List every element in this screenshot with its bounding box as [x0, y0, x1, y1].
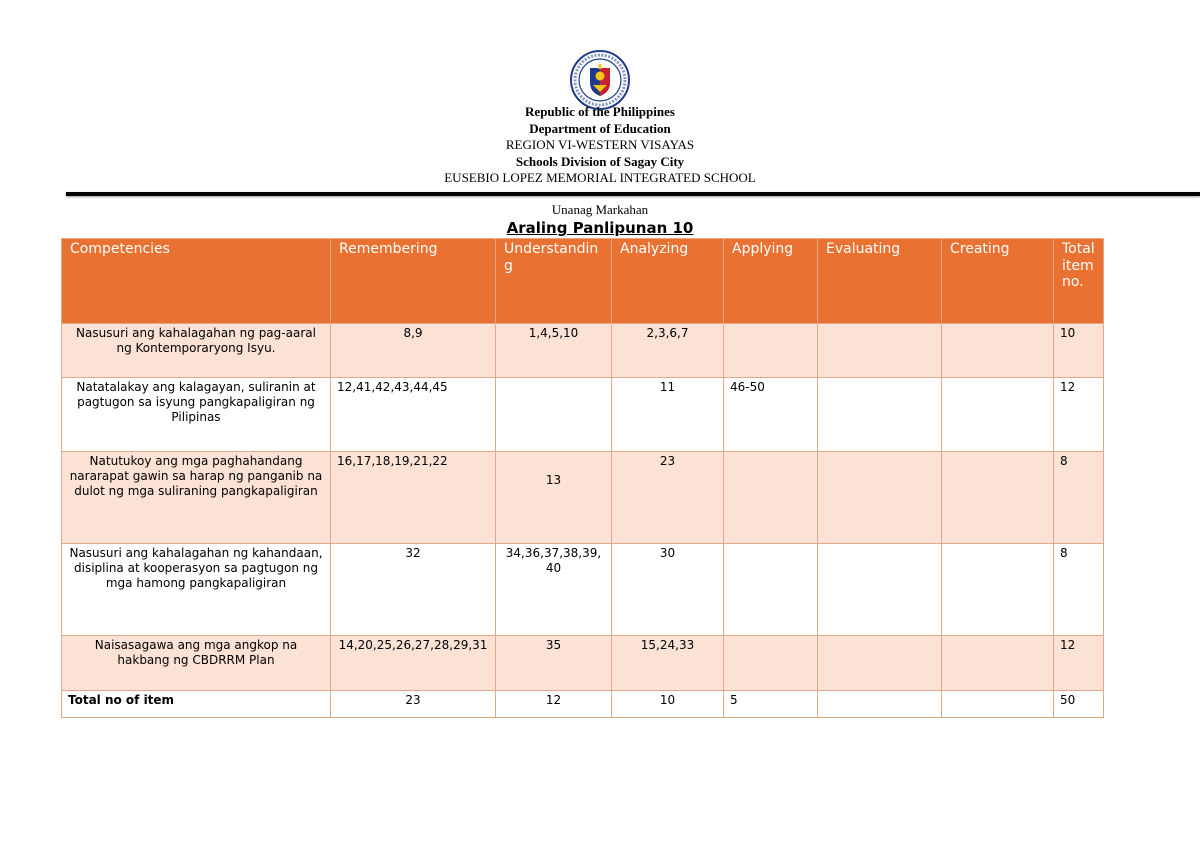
totals-label: Total no of item — [62, 691, 331, 718]
creating-cell — [942, 378, 1054, 452]
total-cell: 8 — [1054, 544, 1104, 636]
header-division: Schools Division of Sagay City — [515, 153, 685, 169]
competency-cell: Nasusuri ang kahalagahan ng pag-aaral ng Kontemporaryong Isyu. — [62, 324, 331, 378]
header-divider — [66, 192, 1200, 196]
table-header-row — [62, 239, 1104, 324]
table-row — [62, 636, 1104, 691]
competency-cell: Natutukoy ang mga paghahandang nararapat gawin sa harap ng panganib na dulot ng mga suliraning pangkapaligiran — [62, 452, 331, 544]
subject-title: Araling Panlipunan 10 — [506, 219, 694, 237]
analyzing-cell: 23 — [612, 452, 724, 544]
evaluating-cell — [818, 452, 942, 544]
school-header — [0, 104, 1200, 187]
header-school: EUSEBIO LOPEZ MEMORIAL INTEGRATED SCHOOL — [444, 170, 756, 185]
creating-cell — [942, 544, 1054, 636]
col-total: Total item no. — [1054, 239, 1104, 324]
applying-cell — [724, 544, 818, 636]
remembering-cell: 12,41,42,43,44,45 — [331, 378, 496, 452]
col-analyzing: Analyzing — [612, 239, 724, 324]
evaluating-cell — [818, 636, 942, 691]
total-cell: 8 — [1054, 452, 1104, 544]
analyzing-cell: 30 — [612, 544, 724, 636]
applying-cell — [724, 636, 818, 691]
evaluating-cell — [818, 544, 942, 636]
total-cell: 12 — [1054, 378, 1104, 452]
analyzing-cell: 2,3,6,7 — [612, 324, 724, 378]
table-row — [62, 378, 1104, 452]
applying-cell — [724, 452, 818, 544]
total-cell: 12 — [1054, 636, 1104, 691]
understanding-cell: 1,4,5,10 — [496, 324, 612, 378]
remembering-cell: 32 — [331, 544, 496, 636]
total-applying: 5 — [724, 691, 818, 718]
competency-cell: Natatalakay ang kalagayan, suliranin at pagtugon sa isyung pangkapaligiran ng Pilipinas — [62, 378, 331, 452]
col-evaluating: Evaluating — [818, 239, 942, 324]
competency-cell: Nasusuri ang kahalagahan ng kahandaan, disiplina at kooperasyon sa pagtugon ng mga hamong pangkapaligiran — [62, 544, 331, 636]
header-department: Department of Education — [529, 120, 671, 136]
total-evaluating — [818, 691, 942, 718]
header-republic: Republic of the Philippines — [525, 104, 675, 119]
total-items: 50 — [1054, 691, 1104, 718]
quarter-label: Unanag Markahan — [551, 202, 649, 217]
col-competencies: Competencies — [62, 239, 331, 324]
creating-cell — [942, 452, 1054, 544]
remembering-cell: 8,9 — [331, 324, 496, 378]
totals-row — [62, 691, 1104, 718]
table-row — [62, 544, 1104, 636]
total-creating — [942, 691, 1054, 718]
applying-cell — [724, 324, 818, 378]
evaluating-cell — [818, 378, 942, 452]
remembering-cell: 16,17,18,19,21,22 — [331, 452, 496, 544]
creating-cell — [942, 636, 1054, 691]
remembering-cell: 14,20,25,26,27,28,29,31 — [331, 636, 496, 691]
total-remembering: 23 — [331, 691, 496, 718]
col-applying: Applying — [724, 239, 818, 324]
analyzing-cell: 11 — [612, 378, 724, 452]
understanding-cell: 34,36,37,38,39,40 — [496, 544, 612, 636]
creating-cell — [942, 324, 1054, 378]
evaluating-cell — [818, 324, 942, 378]
deped-seal-logo — [570, 50, 630, 110]
table-row — [62, 324, 1104, 378]
header-region: REGION VI-WESTERN VISAYAS — [505, 137, 695, 152]
table-of-specifications — [61, 238, 1104, 718]
analyzing-cell: 15,24,33 — [612, 636, 724, 691]
table-row — [62, 452, 1104, 544]
applying-cell: 46-50 — [724, 378, 818, 452]
understanding-cell: 35 — [496, 636, 612, 691]
total-analyzing: 10 — [612, 691, 724, 718]
understanding-cell — [496, 378, 612, 452]
competency-cell: Naisasagawa ang mga angkop na hakbang ng CBDRRM Plan — [62, 636, 331, 691]
understanding-cell: 13 — [496, 452, 612, 544]
col-understanding: Understanding — [496, 239, 612, 324]
col-creating: Creating — [942, 239, 1054, 324]
total-cell: 10 — [1054, 324, 1104, 378]
col-remembering: Remembering — [331, 239, 496, 324]
total-understanding: 12 — [496, 691, 612, 718]
